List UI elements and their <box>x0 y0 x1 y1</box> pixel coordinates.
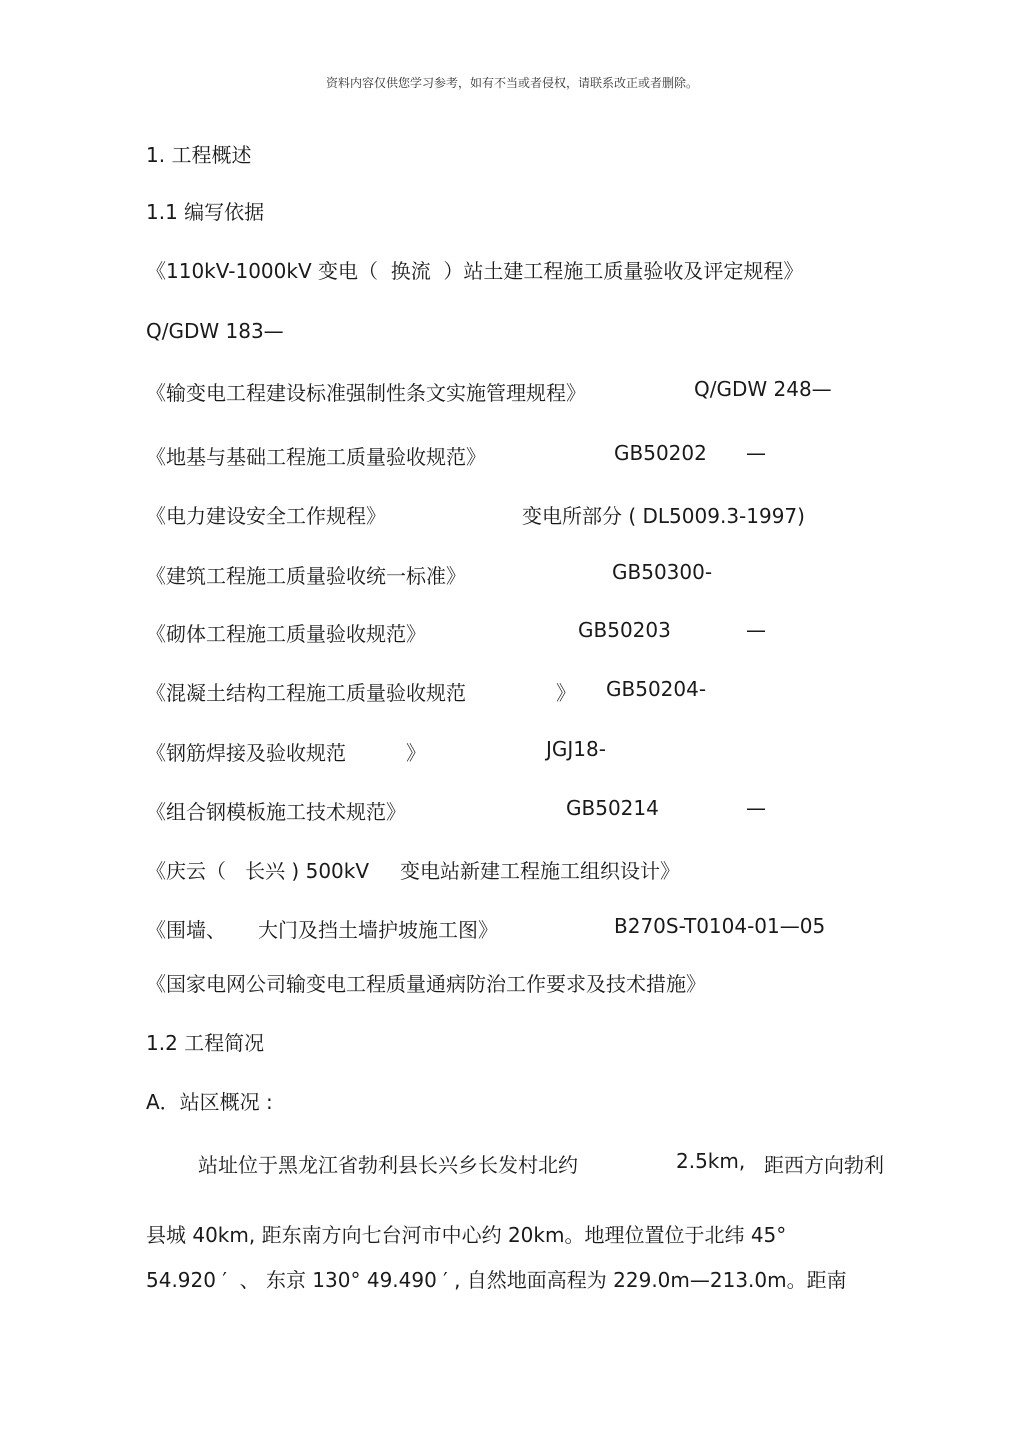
section-heading-1-1: 1.1 编写依据 <box>146 200 265 224</box>
reference-9 <box>146 796 906 822</box>
paragraph-line-1-c: 距西方向勃利 <box>764 1153 884 1177</box>
paragraph-line-1-a: 站址位于黑龙江省勃利县长兴乡长发村北约 <box>198 1153 578 1177</box>
reference-6-code: GB50203 <box>578 618 671 642</box>
section-heading-1: 1. 工程概述 <box>146 143 252 167</box>
reference-7-code: GB50204- <box>606 677 707 701</box>
reference-4-code: 变电所部分 ( DL5009.3-1997) <box>522 504 805 528</box>
reference-3 <box>146 441 906 467</box>
paragraph-line-2: 县城 40km, 距东南方向七台河市中心约 20km。地理位置位于北纬 45° <box>146 1223 787 1247</box>
paragraph-line-3: 54.920 ′ 、 东京 130° 49.490 ′ , 自然地面高程为 229.0m—213.0m。距南 <box>146 1268 847 1292</box>
reference-7 <box>146 677 906 703</box>
section-heading-1-2: 1.2 工程简况 <box>146 1031 265 1055</box>
reference-4-title: 《电力建设安全工作规程》 <box>146 504 386 528</box>
reference-3-dash: — <box>746 441 766 465</box>
reference-10-part-b: 变电站新建工程施工组织设计》 <box>400 859 680 883</box>
reference-2-code: Q/GDW 248— <box>694 377 832 401</box>
reference-8-code: JGJ18- <box>546 737 606 761</box>
reference-8 <box>146 737 906 763</box>
paragraph-line-1 <box>146 1149 906 1175</box>
reference-12-title: 《国家电网公司输变电工程质量通病防治工作要求及技术措施》 <box>146 972 706 996</box>
reference-6-title: 《砌体工程施工质量验收规范》 <box>146 622 426 646</box>
reference-3-code: GB50202 <box>614 441 707 465</box>
reference-5-code: GB50300- <box>612 560 713 584</box>
reference-5-title: 《建筑工程施工质量验收统一标准》 <box>146 564 466 588</box>
reference-9-dash: — <box>746 796 766 820</box>
reference-1-code: Q/GDW 183— <box>146 319 284 343</box>
reference-7-title: 《混凝土结构工程施工质量验收规范 <box>146 681 466 705</box>
reference-1-title: 《110kV-1000kV 变电（ 换流 ）站土建工程施工质量验收及评定规程》 <box>146 259 804 283</box>
disclaimer-header: 资料内容仅供您学习参考，如有不当或者侵权，请联系改正或者删除。 <box>325 76 698 90</box>
reference-9-code: GB50214 <box>566 796 659 820</box>
reference-7-close: 》 <box>556 681 576 705</box>
reference-2-title: 《输变电工程建设标准强制性条文实施管理规程》 <box>146 381 586 405</box>
reference-10 <box>146 855 906 881</box>
reference-4 <box>146 500 906 526</box>
reference-3-title: 《地基与基础工程施工质量验收规范》 <box>146 445 486 469</box>
reference-11-part-b: 大门及挡土墙护坡施工图》 <box>258 918 498 942</box>
reference-11-part-a: 《围墙、 <box>146 918 226 942</box>
reference-5 <box>146 560 906 586</box>
reference-6-dash: — <box>746 618 766 642</box>
reference-6 <box>146 618 906 644</box>
reference-8-close: 》 <box>406 741 426 765</box>
reference-11-code: B270S-T0104-01—05 <box>614 914 826 938</box>
reference-10-part-a: 《庆云（ 长兴 ) 500kV <box>146 859 370 883</box>
reference-11 <box>146 914 906 940</box>
subsection-a-heading: A．站区概况 : <box>146 1090 273 1114</box>
paragraph-line-1-b: 2.5km, <box>676 1149 746 1173</box>
reference-9-title: 《组合钢模板施工技术规范》 <box>146 800 406 824</box>
reference-2 <box>146 377 906 403</box>
reference-8-title: 《钢筋焊接及验收规范 <box>146 741 346 765</box>
